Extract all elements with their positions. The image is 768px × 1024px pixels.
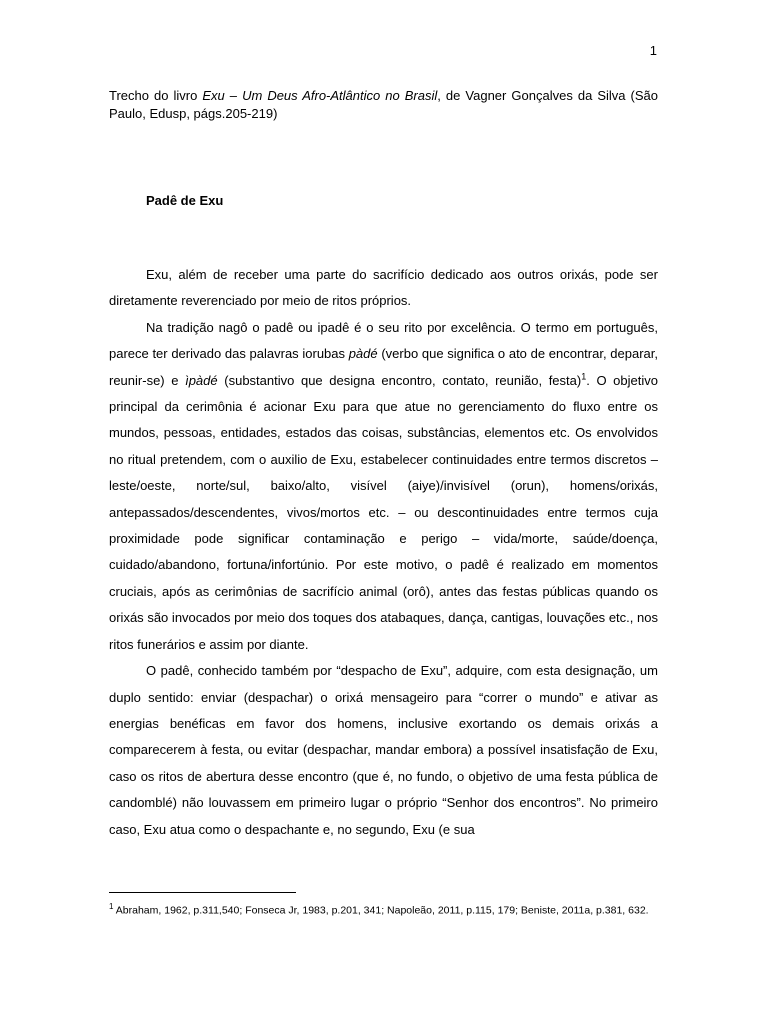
footnote-marker: 1 xyxy=(109,902,114,911)
source-citation xyxy=(109,87,658,123)
source-prefix: Trecho do livro xyxy=(109,88,203,103)
paragraph-1: Exu, além de receber uma parte do sacrifício dedicado aos outros orixás, pode ser diretamente reverenciado por meio de ritos próprios. xyxy=(109,267,658,309)
paragraph-2 xyxy=(109,315,658,658)
section-heading: Padê de Exu xyxy=(146,193,224,208)
term-ipade: ìpàdé xyxy=(185,372,218,388)
body-text xyxy=(109,262,658,843)
footnote-separator xyxy=(109,892,296,893)
footnote-text: Abraham, 1962, p.311,540; Fonseca Jr, 1983, p.201, 341; Napoleão, 2011, p.115, 179; Beniste, 2011a, p.381, 632. xyxy=(113,904,649,917)
book-title: Exu – Um Deus Afro-Atlântico no Brasil xyxy=(202,88,438,103)
footnote xyxy=(109,899,658,919)
term-pade: pàdé xyxy=(348,346,378,362)
paragraph-2-part-b: (verbo que significa o ato de encontrar, deparar, reunir-se) e xyxy=(109,346,658,388)
page-number: 1 xyxy=(649,43,657,58)
paragraph-2-part-d: . O objetivo principal da cerimônia é acionar Exu para que atue no gerenciamento do fluxo entre os mundos, pessoas, entidades, estados das coisas, substâncias, elementos etc. Os envolvidos no ritual pretendem, com o auxilio de Exu, estabelecer continuidades entre termos discretos – leste/oeste, norte/sul, baixo/alto, visível (aiye)/invisível (orun), homens/orixás, antepassados/descendentes, vivos/mortos etc. – ou descontinuidades entre termos cuja proximidade pode significar contaminação e perigo – vida/morte, saúde/doença, cuidado/abandono, fortuna/infortúnio. Por este motivo, o padê é realizado em momentos cruciais, após as cerimônias de sacrifício animal (orô), antes das festas públicas quando os orixás são invocados por meio dos toques dos atabaques, dança, cantigas, louvações etc., nos ritos funerários e assim por diante. xyxy=(109,372,658,652)
paragraph-2-part-a: Na tradição nagô o padê ou ipadê é o seu rito por excelência. O termo em português, parece ter derivado das palavras iorubas xyxy=(109,319,658,362)
paragraph-3: O padê, conhecido também por “despacho de Exu”, adquire, com esta designação, um duplo sentido: enviar (despachar) o orixá mensageiro para “correr o mundo” e ativar as energias benéficas em favor dos homens, inclusive exortando os demais orixás a comparecerem à festa, ou evitar (despachar, mandar embora) a possível insatisfação de Exu, caso os ritos de abertura desse encontro (que é, no fundo, o objetivo de uma festa pública de candomblé) não louvassem em primeiro lugar o próprio “Senhor dos encontros”. No primeiro caso, Exu atua como o despachante e, no segundo, Exu (e sua xyxy=(109,663,658,837)
paragraph-2-part-c: (substantivo que designa encontro, contato, reunião, festa) xyxy=(217,372,582,388)
source-suffix: , de Vagner Gonçalves da Silva (São Paulo, Edusp, págs.205-219) xyxy=(109,88,659,121)
footnote-reference[interactable]: 1 xyxy=(581,371,587,382)
